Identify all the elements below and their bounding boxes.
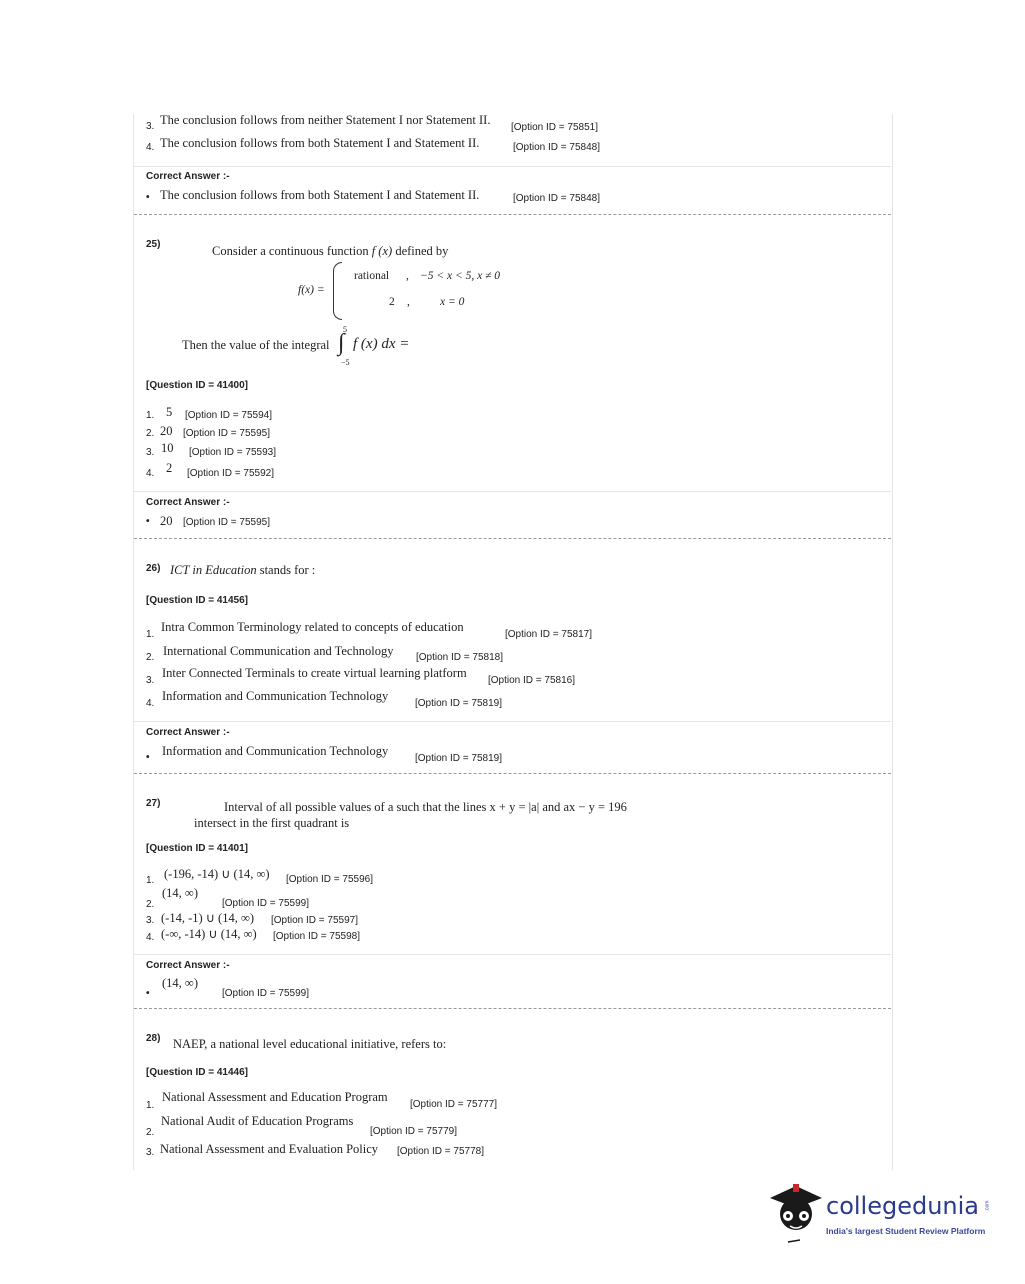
correct-answer-id: [Option ID = 75848]	[513, 193, 601, 204]
option-text: (-∞, -14) ∪ (14, ∞)	[161, 927, 257, 941]
option-text: Information and Communication Technology	[162, 689, 389, 703]
option-id: [Option ID = 75596]	[286, 874, 374, 885]
correct-answer-label: Correct Answer :-	[146, 960, 230, 971]
correct-answer-id: [Option ID = 75595]	[183, 517, 271, 528]
section-divider	[134, 954, 891, 955]
fx-label: f(x) =	[298, 284, 325, 296]
option-number: 1.	[146, 410, 155, 421]
option-id: [Option ID = 75598]	[273, 931, 361, 942]
option-id: [Option ID = 75818]	[416, 652, 504, 663]
question-text	[170, 563, 315, 578]
question-number: 25)	[146, 239, 161, 250]
correct-answer-text: 20	[160, 514, 173, 528]
correct-answer-bullet: •	[146, 192, 150, 203]
section-divider	[134, 491, 891, 492]
correct-answer-label: Correct Answer :-	[146, 171, 230, 182]
option-text: (-14, -1) ∪ (14, ∞)	[161, 911, 255, 925]
case1-value: rational	[354, 270, 390, 282]
collegedunia-mascot-icon	[766, 1178, 826, 1248]
option-text: Inter Connected Terminals to create virtual learning platform	[162, 666, 467, 680]
option-id: [Option ID = 75851]	[511, 122, 599, 133]
integral-sign: ∫	[338, 330, 345, 356]
option-text: The conclusion follows from neither Statement I nor Statement II.	[160, 113, 491, 127]
option-id: [Option ID = 75816]	[488, 675, 576, 686]
question-number: 27)	[146, 798, 161, 809]
option-id: [Option ID = 75779]	[370, 1126, 458, 1137]
case2-comma: ,	[407, 296, 410, 308]
piecewise-brace	[333, 262, 342, 320]
question-number: 28)	[146, 1033, 161, 1044]
option-text: National Assessment and Education Program	[162, 1090, 388, 1104]
correct-answer-id: [Option ID = 75819]	[415, 753, 503, 764]
option-number: 2.	[146, 652, 155, 663]
option-id: [Option ID = 75848]	[513, 142, 601, 153]
question-id: [Question ID = 41400]	[146, 380, 248, 391]
option-number: 2.	[146, 899, 155, 910]
option-text: 5	[166, 405, 173, 419]
question-separator	[134, 1008, 891, 1009]
question-separator	[134, 538, 891, 539]
correct-answer-bullet: •	[146, 752, 150, 763]
question-text: NAEP, a national level educational initiative, refers to:	[173, 1037, 447, 1051]
case1-comma: ,	[406, 270, 409, 282]
correct-answer-text: (14, ∞)	[162, 976, 198, 990]
option-number: 2.	[146, 428, 155, 439]
correct-answer-bullet: •	[146, 988, 150, 999]
question-line-1: Interval of all possible values of a such that the lines x + y = |a| and ax − y = 196	[224, 800, 627, 814]
option-number: 4.	[146, 698, 155, 709]
option-number: 1.	[146, 875, 155, 886]
integral-upper: 5	[343, 325, 347, 334]
option-number: 1.	[146, 1100, 155, 1111]
option-number: 3.	[146, 447, 155, 458]
option-id: [Option ID = 75599]	[222, 898, 310, 909]
option-text: The conclusion follows from both Statement I and Statement II.	[160, 136, 480, 150]
question-id: [Question ID = 41446]	[146, 1067, 248, 1078]
option-id: [Option ID = 75594]	[185, 410, 273, 421]
option-text: Intra Common Terminology related to concepts of education	[161, 620, 464, 634]
question-number: 26)	[146, 563, 161, 574]
option-number: 3.	[146, 915, 155, 926]
option-id: [Option ID = 75777]	[410, 1099, 498, 1110]
correct-answer-id: [Option ID = 75599]	[222, 988, 310, 999]
correct-answer-bullet: •	[146, 516, 150, 527]
question-id: [Question ID = 41401]	[146, 843, 248, 854]
option-number: 3.	[146, 1147, 155, 1158]
option-number: 4.	[146, 142, 155, 153]
question-separator	[134, 773, 891, 774]
option-text: 20	[160, 424, 173, 438]
document-frame	[133, 114, 893, 1170]
intro-text: Consider a continuous function	[212, 244, 369, 258]
option-text: National Assessment and Evaluation Policy	[160, 1142, 379, 1156]
option-number: 2.	[146, 1127, 155, 1138]
case2-condition: x = 0	[440, 296, 465, 308]
option-id: [Option ID = 75597]	[271, 915, 359, 926]
question-separator	[134, 214, 891, 215]
integral-lower: −5	[341, 358, 350, 367]
option-id: [Option ID = 75817]	[505, 629, 593, 640]
option-text: International Communication and Technology	[163, 644, 394, 658]
option-text: (-196, -14) ∪ (14, ∞)	[164, 867, 270, 881]
option-text: (14, ∞)	[162, 886, 198, 900]
option-id: [Option ID = 75592]	[187, 468, 275, 479]
intro-tail: defined by	[395, 244, 449, 258]
correct-answer-text: Information and Communication Technology	[162, 744, 389, 758]
correct-answer-label: Correct Answer :-	[146, 497, 230, 508]
intro-fx: f (x)	[371, 244, 393, 258]
option-id: [Option ID = 75819]	[415, 698, 503, 709]
correct-answer-label: Correct Answer :-	[146, 727, 230, 738]
option-number: 1.	[146, 629, 155, 640]
question-term: ICT in Education	[170, 563, 257, 577]
correct-answer-text: The conclusion follows from both Statement I and Statement II.	[160, 188, 480, 202]
section-divider	[134, 166, 891, 167]
option-number: 3.	[146, 675, 155, 686]
section-divider	[134, 721, 891, 722]
case1-condition: −5 < x < 5, x ≠ 0	[420, 270, 501, 282]
option-id: [Option ID = 75778]	[397, 1146, 485, 1157]
logo-domain: .com	[984, 1200, 991, 1212]
option-number: 3.	[146, 121, 155, 132]
integral-text: Then the value of the integral	[182, 338, 330, 352]
logo-name: collegedunia	[826, 1192, 980, 1220]
integrand: f (x) dx =	[353, 336, 410, 352]
question-intro	[212, 244, 448, 259]
logo-tagline: India's largest Student Review Platform	[826, 1226, 986, 1236]
option-text: 2	[166, 461, 173, 475]
question-line-2: intersect in the first quadrant is	[194, 816, 350, 830]
option-id: [Option ID = 75595]	[183, 428, 271, 439]
option-text: National Audit of Education Programs	[161, 1114, 354, 1128]
question-id: [Question ID = 41456]	[146, 595, 248, 606]
option-number: 4.	[146, 468, 155, 479]
option-id: [Option ID = 75593]	[189, 447, 277, 458]
option-text: 10	[161, 441, 174, 455]
option-number: 4.	[146, 932, 155, 943]
question-tail: stands for :	[259, 563, 316, 577]
case2-value: 2	[389, 296, 395, 308]
